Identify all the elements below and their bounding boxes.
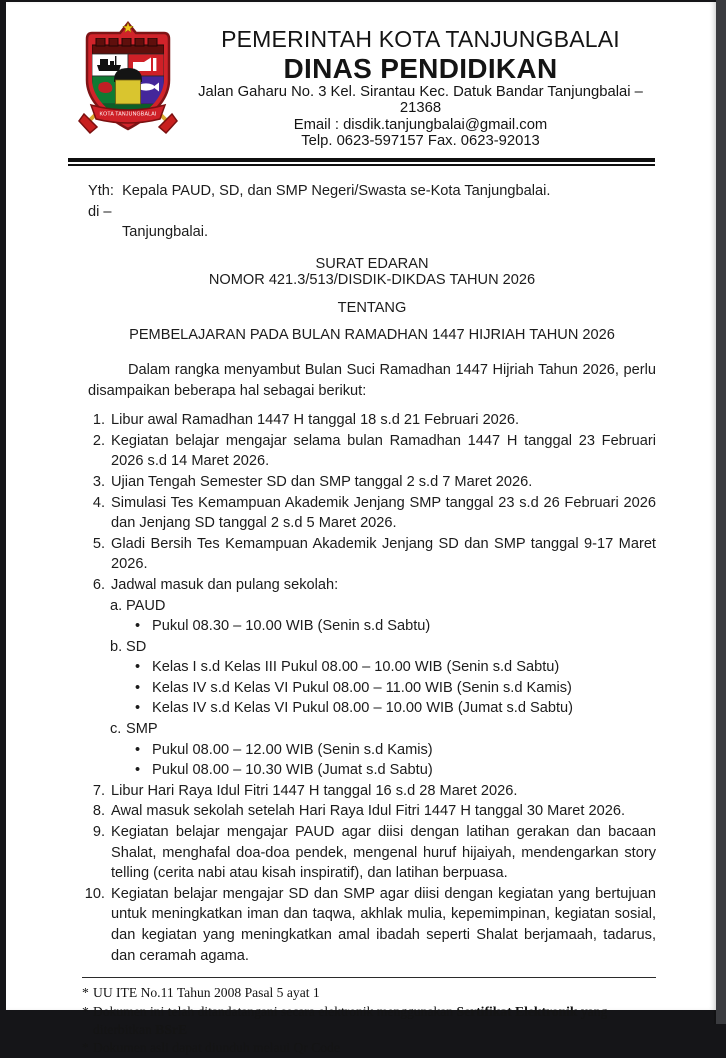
letterhead-text: [180, 18, 661, 150]
item-text: Jadwal masuk dan pulang sekolah:: [111, 576, 339, 593]
email-line: Email : disdik.tanjungbalai@gmail.com: [293, 116, 548, 133]
asterisk-icon: *: [82, 985, 89, 1001]
phone-line: Telp. 0623-597157 Fax. 0623-92013: [301, 133, 540, 150]
logo-banner-text: KOTA TANJUNGBALAI: [99, 111, 157, 118]
schedule-bullet: [88, 740, 656, 761]
recipient-city: Tanjungbalai.: [122, 224, 209, 241]
list-item: [88, 493, 656, 534]
document-page: [6, 2, 716, 1056]
recipient-line: Yth: Kepala PAUD, SD, dan SMP Negeri/Swasta se-Kota Tanjungbalai.: [88, 183, 551, 200]
item-text: Simulasi Tes Kemampuan Akademik Jenjang SMP tanggal 23 s.d 26 Februari 2026 dan Jenjang SD tanggal 2 s.d 5 Maret 2026.: [111, 494, 656, 532]
item-text: Gladi Bersih Tes Kemampuan Akademik Jenjang SD dan SMP tanggal 9-17 Maret 2026.: [111, 535, 656, 573]
government-name: PEMERINTAH KOTA TANJUNGBALAI: [221, 26, 620, 52]
footer-note-text: Dokumen asli dapat diunduh melaui Qr Code: [93, 1040, 340, 1056]
bullet-icon: •: [135, 659, 141, 676]
title-subject: PEMBELAJARAN PADA BULAN RAMADHAN 1447 HIJRIAH TAHUN 2026: [129, 327, 615, 344]
item-text: Ujian Tengah Semester SD dan SMP tanggal 2 s.d 7 Maret 2026.: [111, 473, 533, 490]
footer-note-3: [82, 1039, 656, 1057]
bullet-text: Pukul 08.00 – 12.00 WIB (Senin s.d Kamis): [152, 741, 433, 758]
item-number: 10.: [84, 885, 105, 902]
numbered-list: [84, 410, 656, 966]
footer-notes: [82, 984, 656, 1058]
asterisk-icon: *: [82, 1040, 89, 1056]
bullet-icon: •: [135, 679, 141, 696]
bold-sertifikat-elektronik: Sertifikat Elektronik: [456, 1003, 578, 1019]
address-line: Jalan Gaharu No. 3 Kel. Sirantau Kec. Datuk Bandar Tanjungbalai – 21368: [198, 84, 643, 116]
document-footer: [82, 977, 656, 1058]
letter-body: [84, 181, 656, 966]
item-number: 1.: [92, 412, 105, 429]
letterhead: [76, 18, 661, 150]
bullet-text: Kelas IV s.d Kelas VI Pukul 08.00 – 10.00 WIB (Jumat s.d Sabtu): [152, 700, 574, 717]
group-letter: b.: [110, 638, 123, 655]
item-text: Kegiatan belajar mengajar PAUD agar diisi dengan latihan gerakan dan bacaan Shalat, menghafal doa-doa pendek, mengenal huruf hijaiyah, mendengarkan story telling (cerita nabi atau kisah inspiratif), dan latihan berpuasa.: [111, 824, 656, 882]
item-number: 6.: [92, 576, 105, 593]
dome-icon: [114, 68, 142, 104]
footer-note-1: [82, 984, 656, 1002]
list-item: [88, 534, 656, 575]
schedule-bullet: [88, 698, 656, 719]
group-label: SD: [126, 638, 147, 655]
list-item: [88, 822, 656, 884]
bold-bsre: BSrE: [155, 1022, 188, 1037]
bullet-text: Kelas I s.d Kelas III Pukul 08.00 – 10.00 WIB (Senin s.d Sabtu): [152, 659, 560, 676]
recipient-block: [88, 181, 656, 243]
bullet-text: Kelas IV s.d Kelas VI Pukul 08.00 – 11.00 WIB (Senin s.d Kamis): [152, 679, 572, 696]
footer-note-text: UU ITE No.11 Tahun 2008 Pasal 5 ayat 1: [93, 985, 320, 1001]
footer-separator: [82, 977, 656, 978]
schedule-bullet: [88, 657, 656, 678]
footer-note-text: Dokumen ini telah ditandatangani secara elektronik menggunakan Sertifikat Elektronik yang diterbitkan BSrE: [93, 1003, 608, 1037]
group-letter: a.: [110, 597, 123, 614]
item-number: 9.: [92, 824, 105, 841]
item-number: 5.: [92, 535, 105, 552]
group-label: PAUD: [126, 597, 166, 614]
item-number: 4.: [92, 494, 105, 511]
bullet-icon: •: [135, 618, 141, 635]
asterisk-icon: *: [82, 1003, 89, 1019]
schedule-group-sd: [88, 637, 656, 658]
schedule-bullet: [88, 678, 656, 699]
title-nomor: NOMOR 421.3/513/DISDIK-DIKDAS TAHUN 2026: [208, 272, 536, 289]
list-item: [88, 801, 656, 822]
list-item: [88, 575, 656, 596]
title-surat-edaran: SURAT EDARAN: [315, 255, 429, 272]
tanjungbalai-coat-of-arms-icon: [76, 18, 180, 136]
item-text: Kegiatan belajar mengajar selama bulan Ramadhan 1447 H tanggal 23 Februari 2026 s.d 14 Maret 2026.: [111, 432, 656, 470]
recipient-di: di –: [88, 203, 112, 220]
item-text: Libur awal Ramadhan 1447 H tanggal 18 s.d 21 Februari 2026.: [111, 412, 520, 429]
list-item: [88, 472, 656, 493]
bullet-icon: •: [135, 700, 141, 717]
item-text: Kegiatan belajar mengajar SD dan SMP agar diisi dengan kegiatan yang bertujuan untuk meningkatkan iman dan taqwa, akhlak mulia, kepemimpinan, kegiatan sosial, dan kegiatan yang meningkatkan amal ibadah seperti Shalat berjamaah, tadarus, dan ceramah agama.: [111, 885, 656, 964]
list-item: [88, 431, 656, 472]
list-item: [88, 410, 656, 431]
bullet-text: Pukul 08.30 – 10.00 WIB (Senin s.d Sabtu): [152, 618, 431, 635]
schedule-bullet: [88, 760, 656, 781]
item-number: 3.: [92, 473, 105, 490]
item-number: 8.: [92, 803, 105, 820]
item-number: 7.: [92, 782, 105, 799]
schedule-group-paud: [88, 596, 656, 617]
schedule-bullet: [88, 616, 656, 637]
list-item: [84, 884, 656, 966]
title-tentang: TENTANG: [337, 299, 407, 316]
intro-paragraph: Dalam rangka menyambut Bulan Suci Ramadhan 1447 Hijriah Tahun 2026, perlu disampaikan beberapa hal sebagai berikut:: [88, 361, 656, 399]
schedule-group-smp: [88, 719, 656, 740]
group-letter: c.: [110, 721, 122, 738]
item-number: 2.: [92, 432, 105, 449]
item-text: Awal masuk sekolah setelah Hari Raya Idul Fitri 1447 H tanggal 30 Maret 2026.: [111, 803, 626, 820]
bullet-icon: •: [135, 741, 141, 758]
footer-note-2: [82, 1003, 656, 1040]
group-label: SMP: [126, 721, 158, 738]
letter-title-block: [88, 256, 656, 344]
bullet-icon: •: [135, 762, 141, 779]
department-name: DINAS PENDIDIKAN: [283, 53, 558, 84]
item-text: Libur Hari Raya Idul Fitri 1447 H tanggal 16 s.d 28 Maret 2026.: [111, 782, 518, 799]
letterhead-separator: [68, 158, 655, 166]
bullet-text: Pukul 08.00 – 10.30 WIB (Jumat s.d Sabtu): [152, 762, 433, 779]
list-item: [88, 781, 656, 802]
